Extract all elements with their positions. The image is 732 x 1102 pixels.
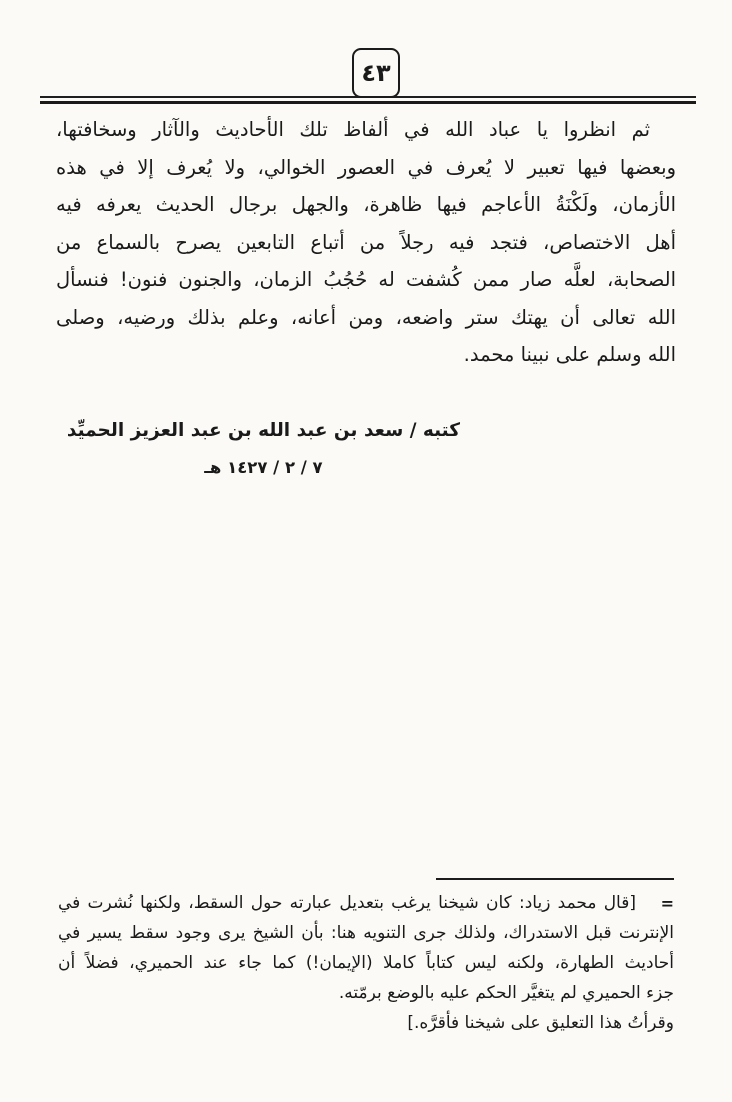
main-text-block xyxy=(56,111,676,374)
signature-block xyxy=(67,414,460,483)
body-text-line: أهل الاختصاص، فتجد فيه رجلاً من أتباع التابعين يصرح بالسماع من xyxy=(56,230,676,254)
body-text-line: ثم انظروا يا عباد الله في ألفاظ تلك الأحاديث والآثار وسخافتها، xyxy=(56,118,650,141)
body-text-line: الله وسلم على نبينا محمد. xyxy=(463,343,676,366)
footnote-continuation-mark: = xyxy=(660,894,674,913)
body-text-line: وبعضها فيها تعبير لا يُعرف في العصور الخوالي، ولا يُعرف إلا في هذه xyxy=(56,155,676,179)
signature-author: كتبه / سعد بن عبد الله بن عبد العزيز الحميِّد xyxy=(66,420,460,441)
footnote-block xyxy=(58,888,674,1038)
footnote-line: الإنترنت قبل الاستدراك، ولذلك جرى التنويه هنا: بأن الشيخ يرى وجود سقط يسير في xyxy=(58,923,674,943)
body-text-line: الله تعالى أن يهتك ستر واضعه، ومن أعانه، وعلم بذلك ورضيه، وصلى xyxy=(56,305,676,329)
footnote-line: جزء الحميري لم يتغيَّر الحكم عليه بالوضع برمّته. xyxy=(338,983,674,1003)
footnote-line xyxy=(58,888,674,918)
page-number: ٤٣ xyxy=(361,59,391,87)
footnote-line: وقرأتُ هذا التعليق على شيخنا فأقرَّه.] xyxy=(407,1013,674,1033)
footnote-line: أحاديث الطهارة، ولكنه ليس كتاباً كاملا (الإيمان!) كما جاء عند الحميري، فضلاً أن xyxy=(58,953,674,973)
footnote-text: [قال محمد زياد: كان شيخنا يرغب بتعديل عبارته حول السقط، ولكنها نُشرت في xyxy=(58,893,636,913)
footnote-separator xyxy=(436,878,674,880)
signature-date: ٧ / ٢ / ١٤٢٧ هـ xyxy=(204,458,323,477)
body-text-line: الصحابة، لعلَّه صار ممن كُشفت له حُجُبُ الزمان، والجنون فنون! فنسأل xyxy=(56,268,676,291)
body-text-line: الأزمان، ولَكْنَةُ الأعاجم فيها ظاهرة، والجهل برجال الحديث يعرفه فيه xyxy=(56,193,676,216)
page-number-box xyxy=(352,48,400,98)
